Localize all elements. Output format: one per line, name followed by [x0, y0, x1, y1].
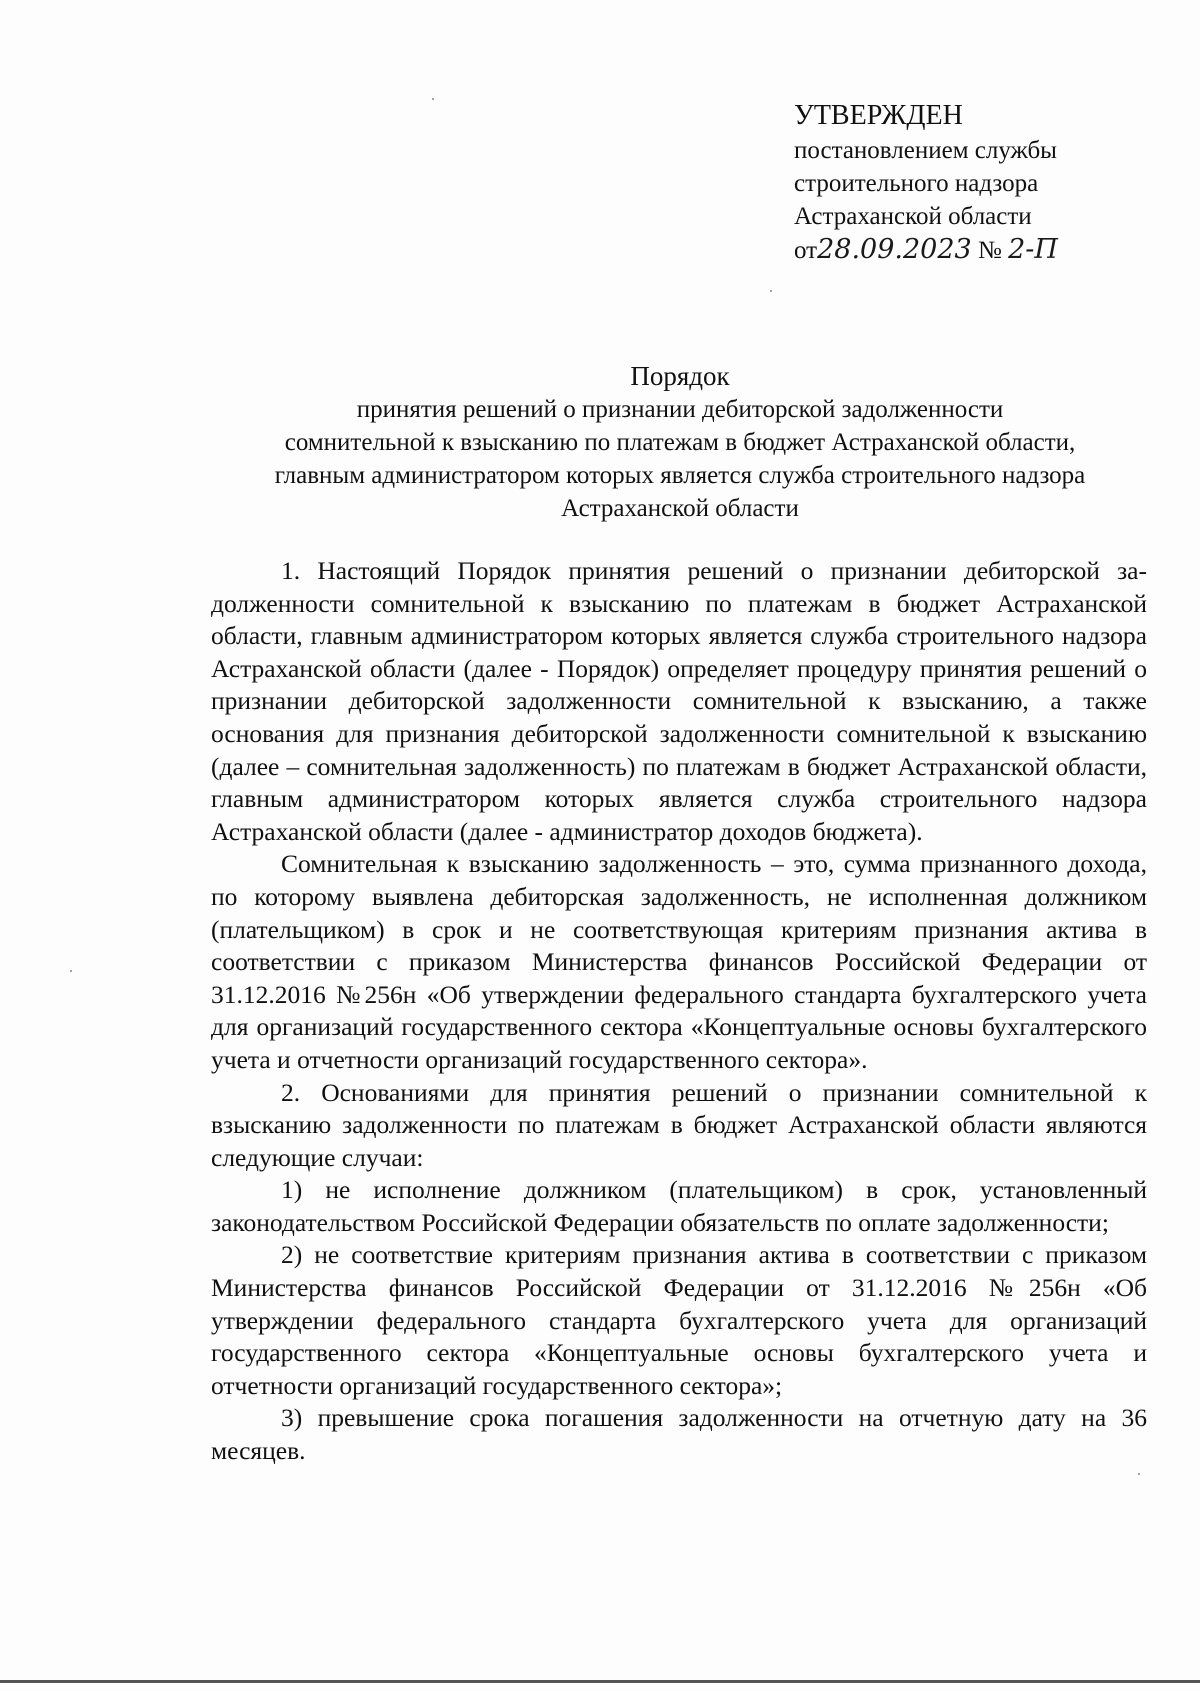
scan-bottom-edge — [0, 1680, 1200, 1683]
approval-title: УТВЕРЖДЕН — [794, 100, 963, 131]
handwritten-date: 28.09.2023 — [817, 234, 972, 265]
paragraph: 2. Основаниями для принятия решений о признании сомнительной к взысканию задолженности по платежам в бюджет Астраханской области являются следующие случаи: — [211, 1077, 1147, 1172]
paragraph: 1. Настоящий Порядок принятия решений о признании дебиторской задолженности сомнительной к взысканию по платежам в бюджет Астраханской области, главным администратором которых является служба строительного надзора Астраханской области (далее - Порядок) определяет процедуру принятия решений о признании дебиторской задолженности сомнительной к взысканию, а также основания для признания дебиторской задолженности сомнительной к взысканию (далее – сомнительная задолженность) по платежам в бюджет Астраханской области, главным администратором которых является служба строительного надзора Астраханской области (далее - администратор доходов бюджета). — [211, 556, 1147, 846]
paragraph: 1) не исполнение должником (плательщиком) в срок, установленный законодательством Российской Федерации обязательств по оплате задолженности; — [211, 1175, 1147, 1237]
number-prefix: № — [977, 237, 1002, 264]
handwritten-number: 2-П — [1008, 234, 1058, 265]
title-line: Астраханской области — [561, 495, 799, 522]
scan-speck — [770, 290, 772, 292]
paragraph: Сомнительная к взысканию задолженность – это, сумма признанного дохода, по которому выявлена дебиторская задолженность, не исполненная должником (плательщиком) в срок и не соответствующая критериям признания актива в соответствии с приказом Министерства финансов Российской Федерации от 31.12.2016 №256н «Об утверждении федерального стандарта бухгалтерского учета для организаций государственного сектора «Концептуальные основы бухгалтерского учета и отчетности организаций государственного сектора». — [211, 849, 1147, 1074]
approval-line: постановлением службы — [794, 137, 1057, 164]
approval-date-line — [794, 233, 1058, 267]
approval-line: Астраханской области — [794, 203, 1032, 230]
paragraph: 2) не соответствие критериям признания актива в соответствии с приказом Министерства финансов Российской Федерации от 31.12.2016 №256н «Об утверждении федерального стандарта бухгалтерского учета для организаций государственного сектора «Концептуальные основы бухгалтерского учета и отчетности организаций государственного сектора»; — [211, 1240, 1147, 1400]
title-heading: Порядок — [630, 361, 730, 391]
title-line: сомнительной к взысканию по платежам в бюджет Астраханской области, — [284, 429, 1076, 456]
approval-line: строительного надзора — [794, 170, 1039, 197]
date-prefix: от — [794, 237, 818, 264]
document-title — [200, 360, 1160, 525]
approval-stamp — [794, 98, 1058, 267]
scan-speck — [432, 98, 434, 100]
title-line: главным администратором которых является служба строительного надзора — [274, 462, 1086, 489]
scan-speck — [70, 970, 72, 972]
paragraph: 3) превышение срока погашения задолженности на отчетную дату на 36 месяцев. — [211, 1403, 1147, 1466]
title-line: принятия решений о признании дебиторской задолженности — [356, 396, 1004, 423]
scan-speck — [1138, 1473, 1140, 1475]
document-body — [211, 555, 1147, 1468]
